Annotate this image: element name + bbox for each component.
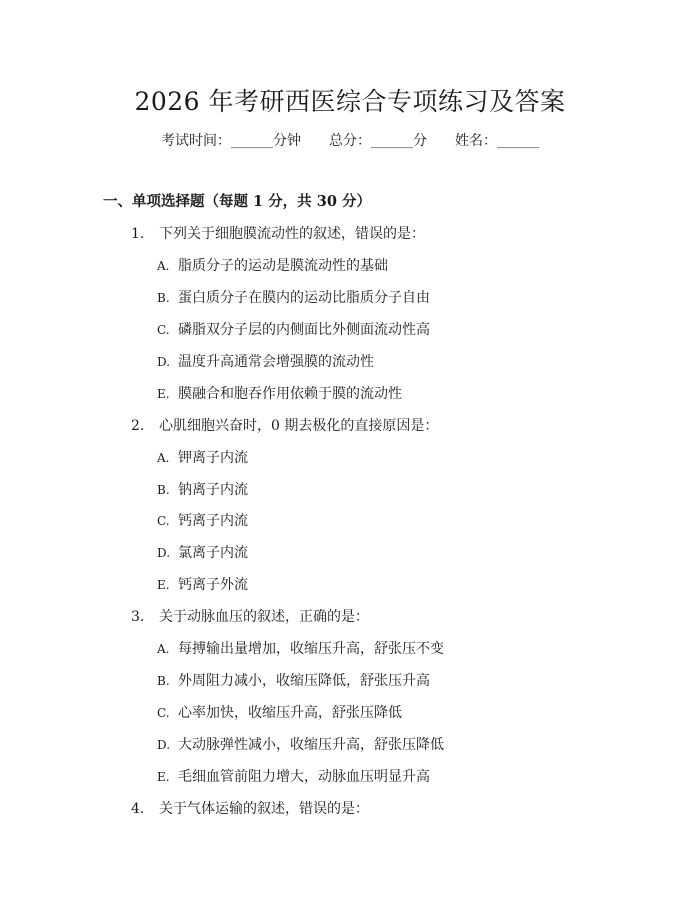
- question-number: 4.: [131, 801, 145, 817]
- option-text: 钙离子外流: [178, 577, 248, 593]
- document-title: 2026 年考研西医综合专项练习及答案: [134, 87, 566, 116]
- option-letter: E.: [157, 770, 170, 784]
- option-letter: C.: [157, 706, 170, 720]
- option-text: 氯离子内流: [178, 545, 248, 561]
- option-letter: D.: [157, 355, 171, 369]
- option-letter: E.: [157, 387, 170, 401]
- option-letter: C.: [157, 323, 170, 337]
- answer-option: [157, 702, 402, 722]
- option-letter: D.: [157, 738, 171, 752]
- answer-option: [157, 447, 248, 467]
- option-text: 磷脂双分子层的内侧面比外侧面流动性高: [178, 322, 430, 338]
- answer-option: [157, 383, 402, 403]
- option-letter: B.: [157, 674, 170, 688]
- question-number: 2.: [131, 418, 145, 434]
- option-letter: D.: [157, 546, 171, 560]
- question-text: 下列关于细胞膜流动性的叙述，错误的是：: [159, 226, 425, 242]
- question-number: 1.: [131, 226, 145, 242]
- answer-option: [157, 510, 248, 530]
- answer-option: [157, 351, 374, 371]
- name-field: 姓名：______: [455, 133, 539, 149]
- question-text: 关于气体运输的叙述，错误的是：: [159, 801, 369, 817]
- option-letter: A.: [157, 642, 170, 656]
- exam-info-line: [0, 130, 700, 150]
- answer-option: [157, 574, 248, 594]
- option-text: 大动脉弹性减小，收缩压升高，舒张压降低: [178, 737, 444, 753]
- answer-option: [157, 766, 430, 786]
- option-letter: E.: [157, 578, 170, 592]
- answer-option: [157, 734, 444, 754]
- option-text: 毛细血管前阻力增大，动脉血压明显升高: [178, 769, 430, 785]
- option-text: 每搏输出量增加，收缩压升高，舒张压不变: [178, 641, 444, 657]
- answer-option: [157, 542, 248, 562]
- option-text: 外周阻力减小，收缩压降低，舒张压升高: [178, 673, 430, 689]
- exam-time-field: 考试时间：______分钟: [161, 133, 301, 149]
- answer-option: [157, 638, 444, 658]
- option-letter: A.: [157, 451, 170, 465]
- answer-option: [157, 479, 248, 499]
- total-score-field: 总分：______分: [329, 133, 427, 149]
- option-text: 钠离子内流: [178, 482, 248, 498]
- option-text: 钙离子内流: [178, 513, 248, 529]
- section-heading: 一、单项选择题（每题 1 分，共 30 分）: [103, 193, 371, 210]
- answer-option: [157, 670, 430, 690]
- option-text: 心率加快，收缩压升高，舒张压降低: [178, 705, 402, 721]
- option-letter: B.: [157, 291, 170, 305]
- question-number: 3.: [131, 609, 145, 625]
- option-text: 温度升高通常会增强膜的流动性: [178, 354, 374, 370]
- option-letter: A.: [157, 259, 170, 273]
- question-stem: [131, 223, 425, 243]
- question-text: 心肌细胞兴奋时，0 期去极化的直接原因是：: [159, 418, 439, 434]
- option-text: 蛋白质分子在膜内的运动比脂质分子自由: [178, 290, 430, 306]
- option-letter: C.: [157, 514, 170, 528]
- option-text: 脂质分子的运动是膜流动性的基础: [178, 258, 388, 274]
- question-stem: [131, 606, 369, 626]
- question-stem: [131, 415, 438, 435]
- option-text: 膜融合和胞吞作用依赖于膜的流动性: [178, 386, 402, 402]
- answer-option: [157, 319, 430, 339]
- option-text: 钾离子内流: [178, 450, 248, 466]
- option-letter: B.: [157, 483, 170, 497]
- answer-option: [157, 255, 388, 275]
- question-text: 关于动脉血压的叙述，正确的是：: [159, 609, 369, 625]
- question-stem: [131, 798, 369, 818]
- answer-option: [157, 287, 430, 307]
